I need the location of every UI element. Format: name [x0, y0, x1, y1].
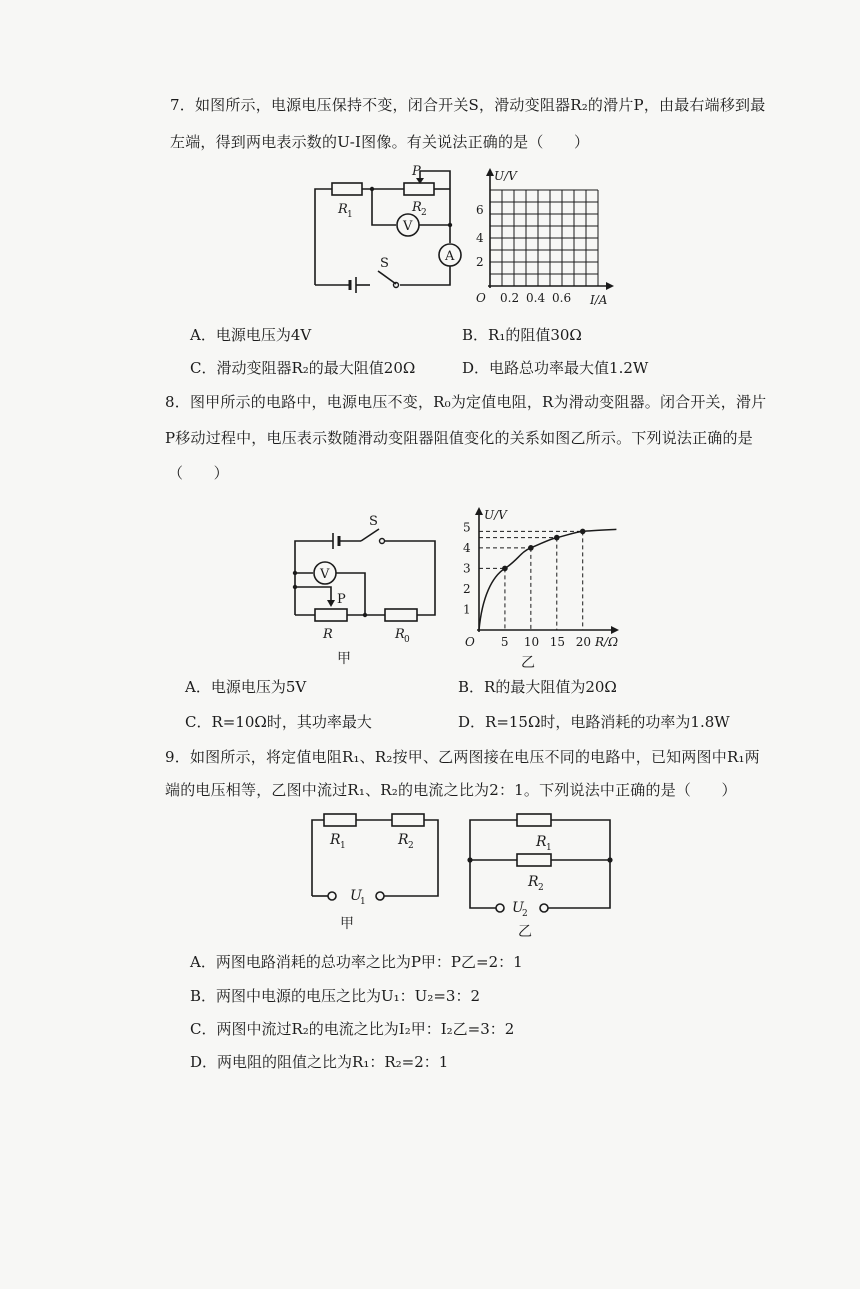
- q9-circuit-jia: [300, 812, 450, 937]
- q8-r-label: R: [323, 627, 333, 642]
- q8-switch-label: S: [369, 514, 378, 529]
- q9-yi-u-label: U: [512, 900, 524, 916]
- q8-r0-sub: 0: [404, 635, 410, 645]
- q9-jia-r2-label: R: [398, 832, 409, 848]
- q9-yi-r1-label: R: [536, 834, 547, 850]
- q8-rheostat-r: [315, 609, 347, 621]
- q7-slider-label: P: [412, 164, 421, 179]
- q8-chart-x-tick: 15: [549, 635, 566, 649]
- q8-text-line3: （ ）: [168, 464, 229, 482]
- q8-chart-x-tick: 5: [500, 635, 509, 649]
- q7-voltmeter-label: V: [403, 219, 413, 234]
- q8-voltmeter-label: V: [320, 567, 330, 582]
- q7-text-line1: 7．如图所示，电源电压保持不变，闭合开关S，滑动变阻器R₂的滑片P，由最右端移到最: [170, 96, 766, 114]
- q7-origin-label: O: [476, 291, 486, 305]
- q8-option-b[interactable]: B．R的最大阻值为20Ω: [458, 678, 617, 696]
- q8-slider-label: P: [337, 592, 346, 607]
- q7-x-tick-02: 0.2: [500, 291, 520, 305]
- q9-yi-terminal-right: [540, 904, 548, 912]
- q7-x-axis-label: I/A: [590, 293, 608, 307]
- q7-option-c[interactable]: C．滑动变阻器R₂的最大阻值20Ω: [190, 359, 416, 377]
- q7-r2-sub: 2: [421, 208, 427, 218]
- q7-ui-graph: [470, 168, 620, 308]
- q9-jia-u-sub: 1: [360, 897, 366, 907]
- q8-chart-x-tick: 20: [575, 635, 591, 649]
- q8-chart-curve: [479, 529, 616, 630]
- q7-option-b[interactable]: B．R₁的阻值30Ω: [462, 326, 582, 344]
- q8-chart-caption: 乙: [521, 655, 535, 671]
- q7-circuit-diagram: [300, 165, 475, 300]
- q7-text-line2: 左端，得到两电表示数的U-I图像。有关说法正确的是（ ）: [170, 133, 590, 151]
- q8-chart-x-tick: 10: [523, 635, 540, 649]
- q8-chart-y-tick: 3: [463, 561, 471, 576]
- q7-x-tick-04: 0.4: [526, 291, 546, 305]
- q9-jia-r1-sub: 1: [340, 841, 346, 851]
- q8-switch: [361, 529, 379, 541]
- q8-chart-origin: O: [465, 635, 475, 649]
- q8-chart-ylabel: U/V: [484, 508, 507, 522]
- q9-circuit-yi: [462, 812, 622, 942]
- q8-chart-point: [528, 545, 534, 551]
- q9-jia-resistor-r2: [392, 814, 424, 826]
- q8-chart-xlabel: R/Ω: [595, 635, 619, 649]
- q9-jia-caption: 甲: [340, 916, 354, 932]
- q9-yi-r1-sub: 1: [546, 843, 552, 853]
- q7-graph-grid: [490, 190, 598, 286]
- q8-chart-y-tick: 2: [463, 581, 471, 596]
- q7-y-axis-label: U/V: [494, 169, 517, 183]
- q7-r1-label: R: [338, 202, 348, 217]
- q7-switch: [378, 271, 396, 284]
- q8-chart-point: [554, 535, 560, 541]
- q9-option-b[interactable]: B．两图中电源的电压之比为U₁：U₂=3：2: [190, 987, 480, 1005]
- q8-option-d[interactable]: D．R=15Ω时，电路消耗的功率为1.8W: [458, 713, 730, 731]
- q7-rheostat-r2: [404, 183, 434, 195]
- q8-ur-chart: [455, 505, 635, 675]
- q9-yi-caption: 乙: [518, 924, 532, 940]
- q7-r1-sub: 1: [347, 210, 353, 220]
- q8-chart-y-tick: 4: [463, 540, 471, 555]
- q8-option-c[interactable]: C．R=10Ω时，其功率最大: [185, 713, 372, 731]
- q9-yi-r2-label: R: [528, 874, 539, 890]
- q9-yi-u-sub: 2: [522, 909, 528, 919]
- q8-chart-y-tick: 5: [463, 520, 471, 535]
- q9-jia-terminal-right: [376, 892, 384, 900]
- q7-resistor-r1: [332, 183, 362, 195]
- q8-text-line1: 8．图甲所示的电路中，电源电压不变，R₀为定值电阻，R为滑动变阻器。闭合开关，滑片: [165, 393, 767, 411]
- q9-jia-u-label: U: [350, 888, 362, 904]
- q9-text-line1: 9．如图所示，将定值电阻R₁、R₂按甲、乙两图接在电压不同的电路中，已知两图中R₁两: [165, 748, 760, 766]
- q9-text-line2: 端的电压相等，乙图中流过R₁、R₂的电流之比为2：1。下列说法中正确的是（ ）: [165, 781, 737, 799]
- q8-chart-point: [580, 529, 586, 535]
- q8-circuit-caption: 甲: [337, 651, 351, 667]
- q7-y-tick-2: 2: [476, 255, 484, 269]
- q8-chart-y-tick: 1: [463, 602, 471, 617]
- q9-option-c[interactable]: C．两图中流过R₂的电流之比为I₂甲：I₂乙=3：2: [190, 1020, 515, 1038]
- q9-jia-terminal-left: [328, 892, 336, 900]
- q9-yi-resistor-r2: [517, 854, 551, 866]
- q9-jia-r1-label: R: [330, 832, 341, 848]
- q7-x-tick-06: 0.6: [552, 291, 572, 305]
- q7-r2-label: R: [412, 200, 422, 215]
- q8-circuit-diagram: [285, 515, 445, 665]
- q7-option-a[interactable]: A．电源电压为4V: [190, 326, 312, 344]
- q8-text-line2: P移动过程中，电压表示数随滑动变阻器阻值变化的关系如图乙所示。下列说法正确的是: [165, 429, 753, 447]
- q9-jia-r2-sub: 2: [408, 841, 414, 851]
- q7-switch-label: S: [380, 256, 389, 271]
- q9-option-a[interactable]: A．两图电路消耗的总功率之比为P甲：P乙=2：1: [190, 953, 523, 971]
- q8-option-a[interactable]: A．电源电压为5V: [185, 678, 307, 696]
- q7-ammeter-label: A: [445, 249, 455, 264]
- q7-y-tick-6: 6: [476, 203, 484, 217]
- q8-resistor-r0: [385, 609, 417, 621]
- q9-yi-resistor-r1: [517, 814, 551, 826]
- q9-jia-resistor-r1: [324, 814, 356, 826]
- q9-yi-terminal-left: [496, 904, 504, 912]
- q9-option-d[interactable]: D．两电阻的阻值之比为R₁：R₂=2：1: [190, 1053, 449, 1071]
- q9-yi-r2-sub: 2: [538, 883, 544, 893]
- q7-option-d[interactable]: D．电路总功率最大值1.2W: [462, 359, 649, 377]
- q7-y-tick-4: 4: [476, 231, 484, 245]
- q8-r0-label: R: [395, 627, 405, 642]
- q8-chart-point: [502, 566, 508, 572]
